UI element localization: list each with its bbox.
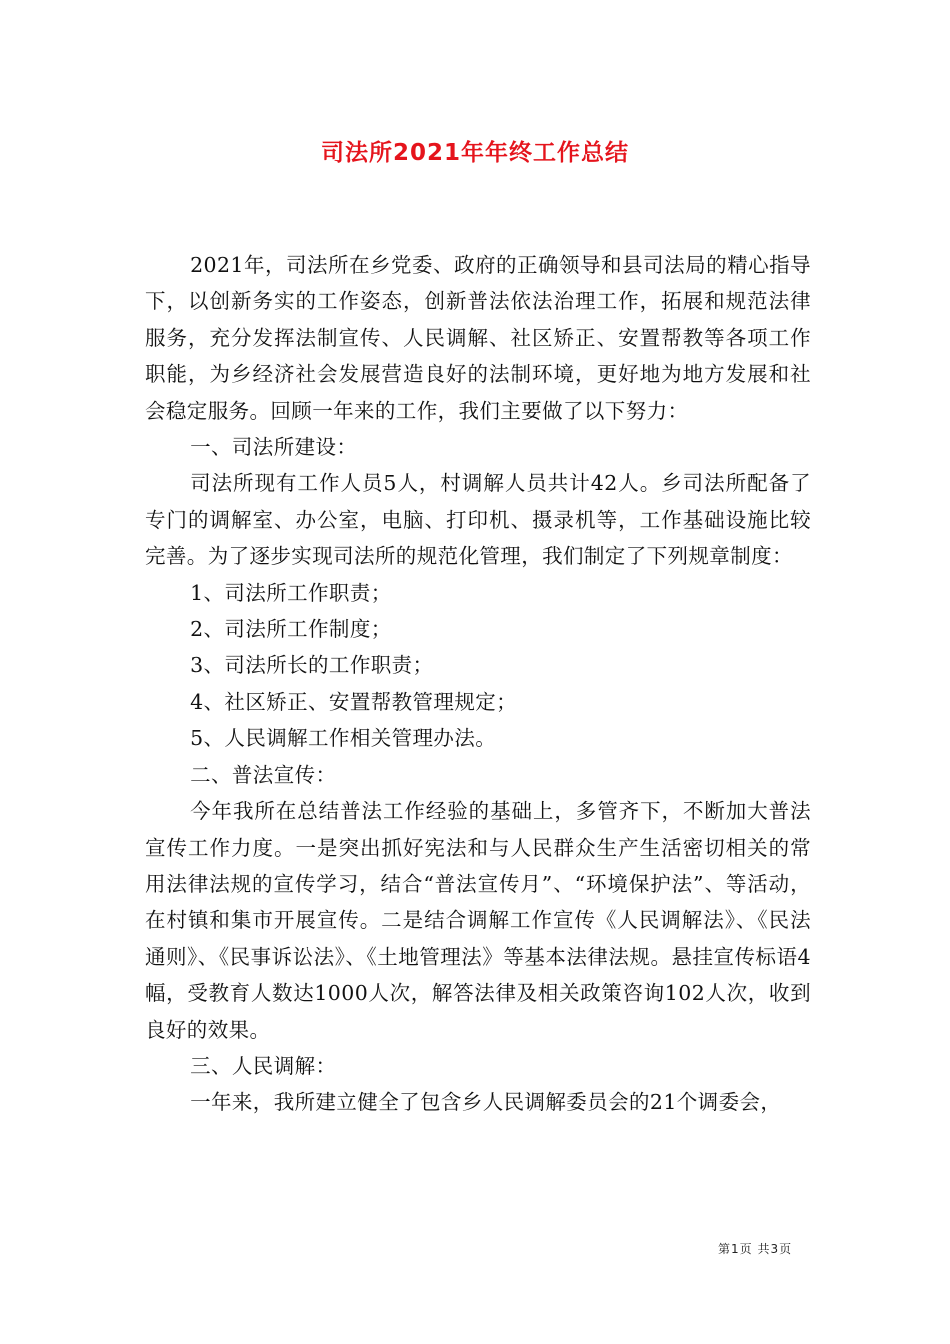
section-heading-3: 三、人民调解：: [190, 1053, 337, 1078]
list-item: 1、司法所工作职责；: [190, 580, 392, 605]
document-title: 司法所2021年年终工作总结: [320, 140, 629, 166]
document-body: [145, 247, 811, 1121]
section-1-paragraph: 司法所现有工作人员5人，村调解人员共计42人。乡司法所配备了专门的调解室、办公室，电脑、打印机、摄录机等，工作基础设施比较完善。为了逐步实现司法所的规范化管理，我们制定了下列规章制度：: [145, 471, 811, 569]
section-2-paragraph: 今年我所在总结普法工作经验的基础上，多管齐下，不断加大普法宣传工作力度。一是突出抓好宪法和与人民群众生产生活密切相关的常用法律法规的宣传学习，结合“普法宣传月”、“环境保护法”、等活动，在村镇和集市开展宣传。二是结合调解工作宣传《人民调解法》、《民法通则》、《民事诉讼法》、《土地管理法》等基本法律法规。悬挂宣传标语4幅，受教育人数达1000人次，解答法律及相关政策咨询102人次，收到良好的效果。: [145, 799, 811, 1042]
section-heading-2: 二、普法宣传：: [190, 762, 337, 787]
list-item: 5、人民调解工作相关管理办法。: [190, 726, 497, 751]
list-item: 2、司法所工作制度；: [190, 617, 392, 642]
page-number: 第1页 共3页: [718, 1242, 793, 1256]
section-heading-1: 一、司法所建设：: [190, 435, 358, 460]
section-3-paragraph: 一年来，我所建立健全了包含乡人民调解委员会的21个调委会，: [190, 1090, 782, 1115]
list-item: 3、司法所长的工作职责；: [190, 653, 434, 678]
list-item: 4、社区矫正、安置帮教管理规定；: [190, 689, 518, 714]
intro-paragraph: 2021年，司法所在乡党委、政府的正确领导和县司法局的精心指导下，以创新务实的工作姿态，创新普法依法治理工作，拓展和规范法律服务，充分发挥法制宣传、人民调解、社区矫正、安置帮教等各项工作职能，为乡经济社会发展营造良好的法制环境，更好地为地方发展和社会稳定服务。回顾一年来的工作，我们主要做了以下努力：: [145, 253, 811, 423]
